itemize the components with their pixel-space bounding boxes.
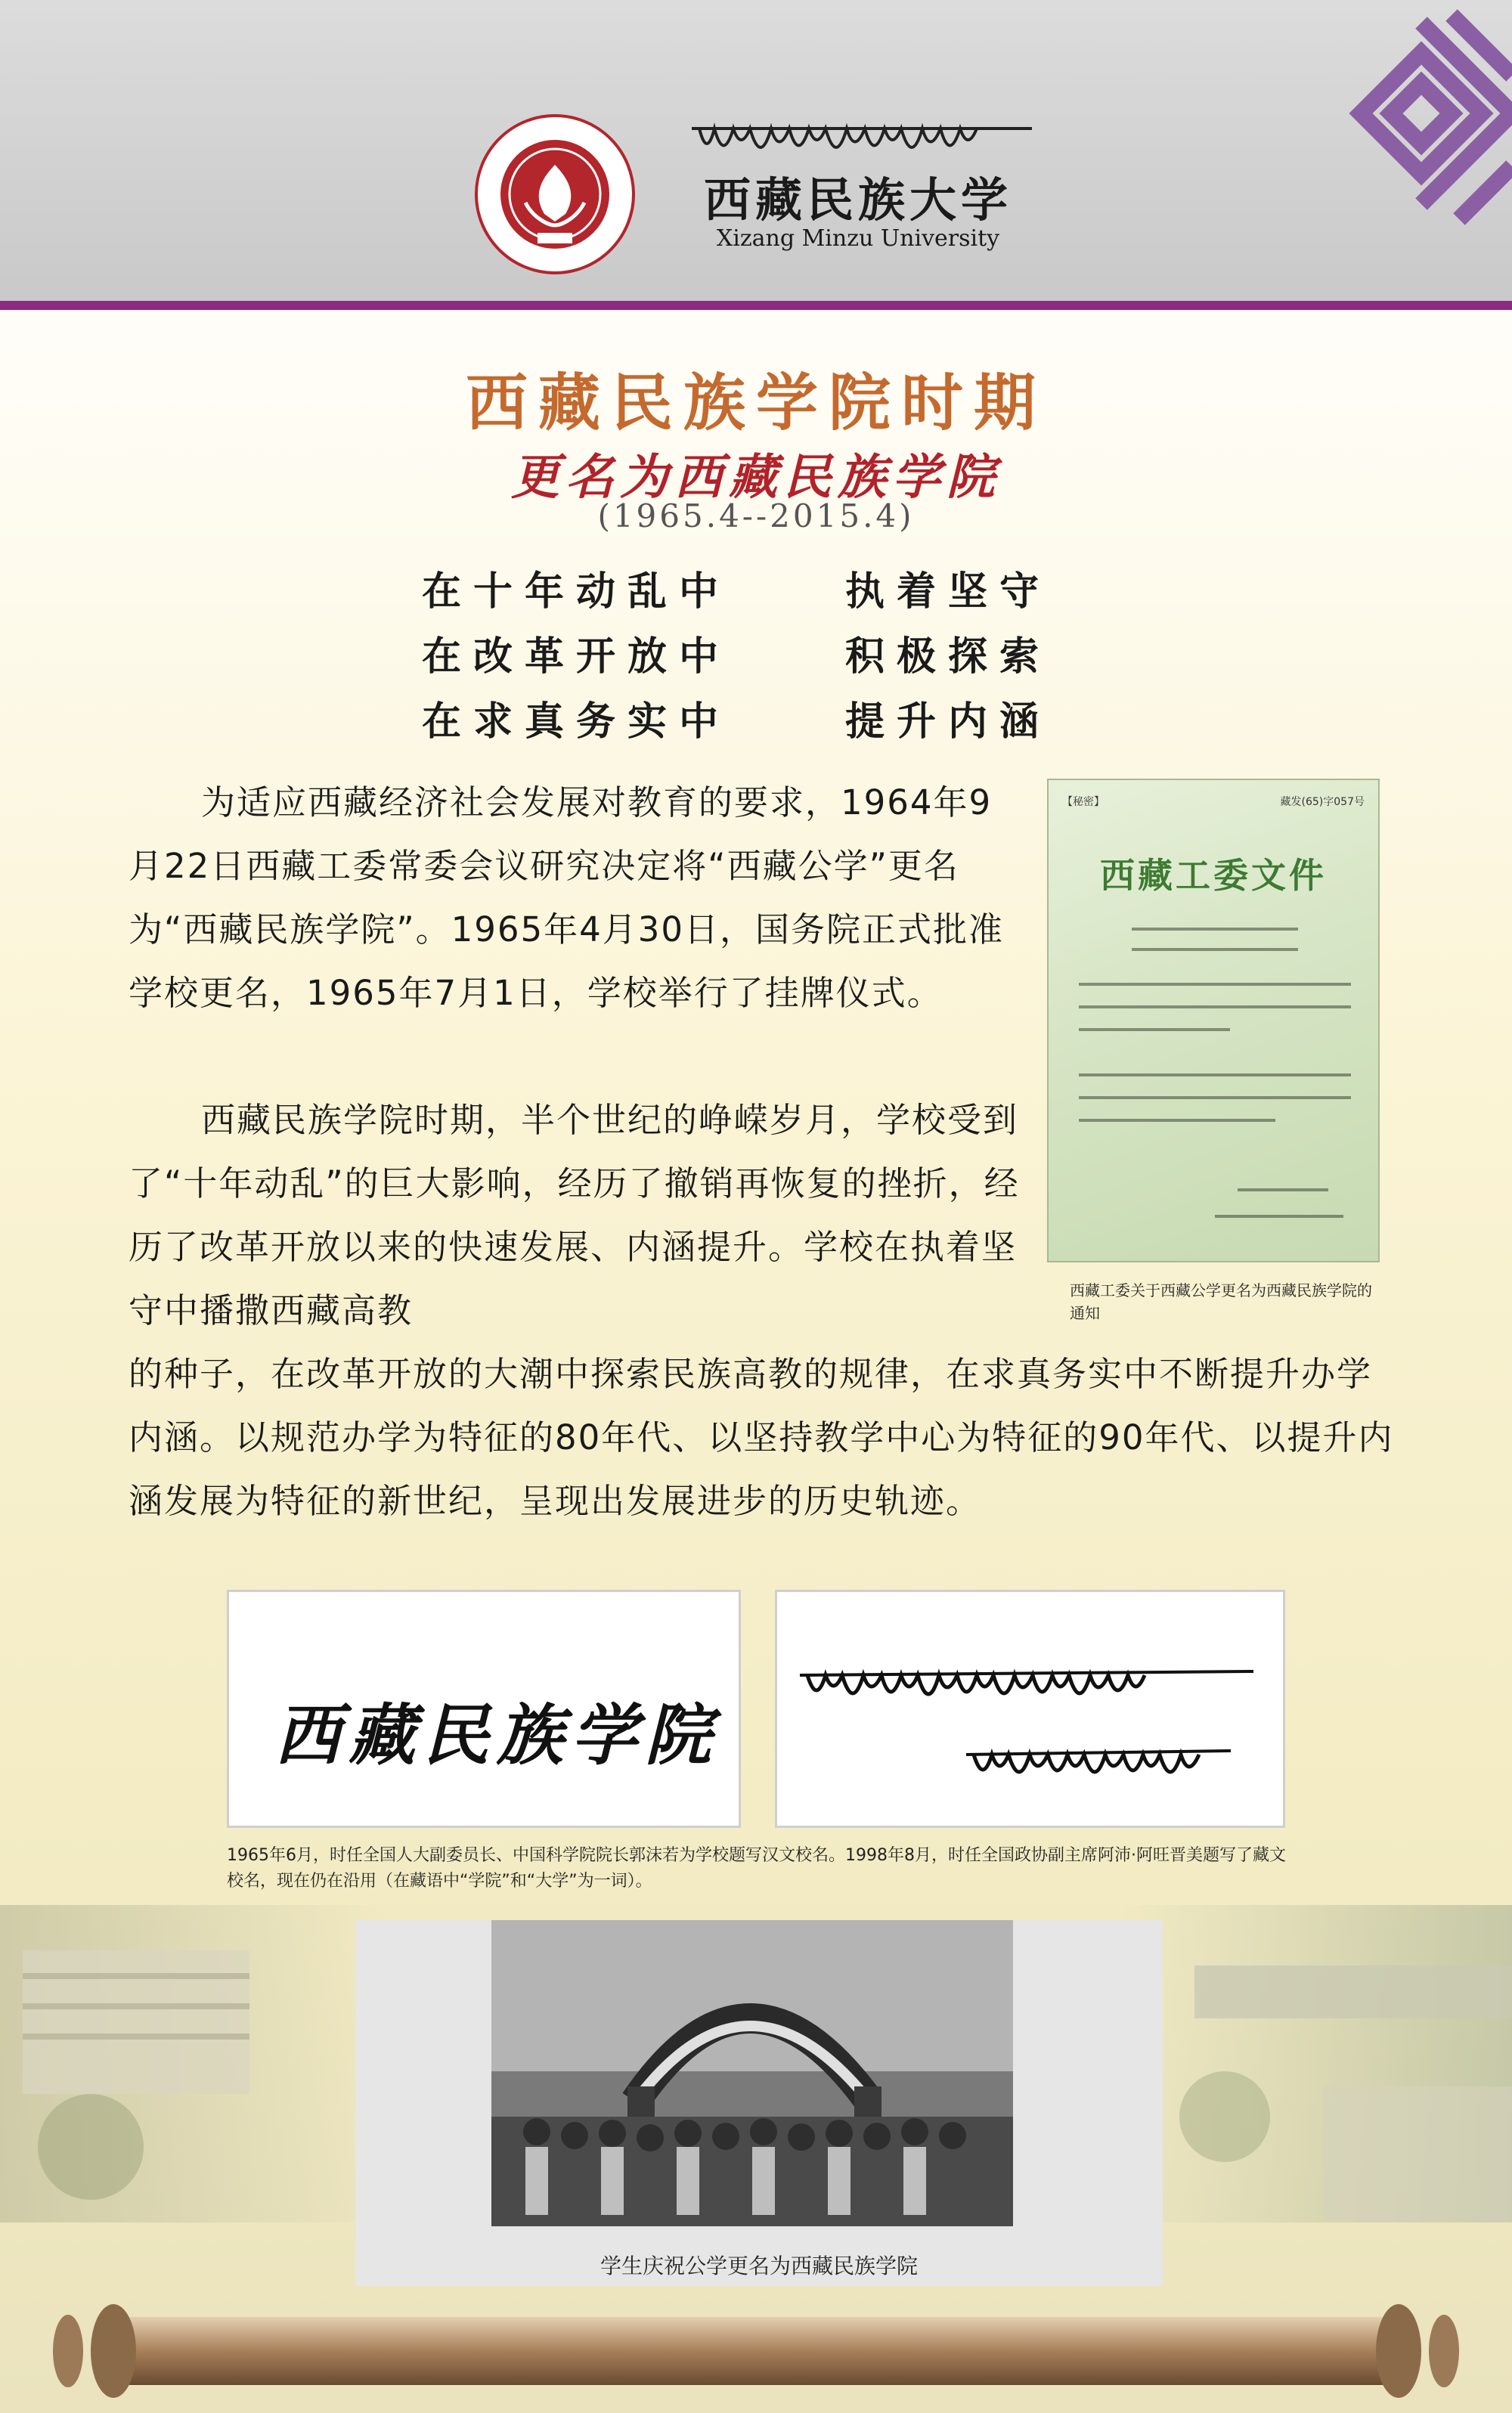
document-text-line [1132,928,1298,931]
chinese-calligraphy-panel [227,1590,741,1828]
document-number: 藏发(65)字057号 [1280,796,1365,808]
motto-left: 在改革开放中 [422,634,731,680]
period-label: (1965.4--2015.4) [597,497,915,534]
body-paragraph-2-continued: 的种子，在改革开放的大潮中探索民族高教的规律，在求真务实中不断提升办学内涵。以规范办学为特征的80年代、以坚持教学中心为特征的90年代、以提升内涵发展为特征的新世纪，呈现出发展进步的历史轨迹。 [129,1354,1394,1521]
page-title: 西藏民族学院时期 [465,367,1046,439]
motto-left: 在十年动乱中 [422,569,731,615]
scroll-decoration [45,2302,1467,2400]
document-caption: 西藏工委关于西藏公学更名为西藏民族学院的通知 [1070,1281,1372,1322]
motto-right: 积极探索 [845,634,1052,680]
chinese-calligraphy-text: 西藏民族学院 [274,1696,720,1774]
document-photo [1047,779,1380,1262]
document-title: 西藏工委文件 [1100,855,1327,896]
document-text-line [1238,1188,1328,1191]
document-text-line [1079,1028,1230,1031]
historical-photo [491,1920,1013,2226]
university-chinese-name: 西藏民族大学 [703,172,1012,228]
page-subtitle: 更名为西藏民族学院 [511,449,1001,506]
tibetan-calligraphy-panel [775,1590,1285,1828]
motto-block [422,559,1102,754]
document-text-line [1079,1119,1275,1122]
motto-left: 在求真务实中 [422,699,731,745]
body-paragraph-1: 为适应西藏经济社会发展对教育的要求，1964年9月22日西藏工委常委会议研究决定将“西藏公学”更名为“西藏民族学院”。1965年4月30日，国务院正式批准学校更名，1965年7月1日，学校举行了挂牌仪式。 [129,782,1005,1013]
document-classification: 【秘密】 [1062,796,1105,808]
document-text-line [1132,948,1298,951]
tibetan-calligraphy-image [777,1592,1287,1830]
document-text-line [1079,983,1351,986]
body-paragraph-2-wrapped: 西藏民族学院时期，半个世纪的峥嵘岁月，学校受到了“十年动乱”的巨大影响，经历了撤销再恢复的挫折，经历了改革开放以来的快速发展、内涵提升。学校在执着坚守中播撒西藏高教 [129,1100,1020,1330]
document-text-line [1215,1215,1343,1218]
motto-right: 提升内涵 [845,699,1052,745]
motto-row [422,624,1102,689]
knot-pattern-decoration [1338,0,1512,302]
document-text-line [1079,1073,1351,1076]
motto-row [422,689,1102,754]
document-text-line [1079,1005,1351,1008]
university-english-name: Xizang Minzu University [716,225,1000,252]
calligraphy-caption: 1965年6月，时任全国人大副委员长、中国科学院院长郭沫若为学校题写汉文校名。1998年8月，时任全国政协副主席阿沛·阿旺晋美题写了藏文校名，现在仍在沿用（在藏语中“学院”和“大学”为一词）。 [227,1846,1286,1891]
photo-caption: 学生庆祝公学更名为西藏民族学院 [600,2253,918,2278]
header-divider [0,301,1512,310]
university-seal-logo [472,112,637,277]
motto-row [422,559,1102,624]
motto-right: 执着坚守 [845,569,1052,615]
document-text-line [1079,1096,1351,1099]
